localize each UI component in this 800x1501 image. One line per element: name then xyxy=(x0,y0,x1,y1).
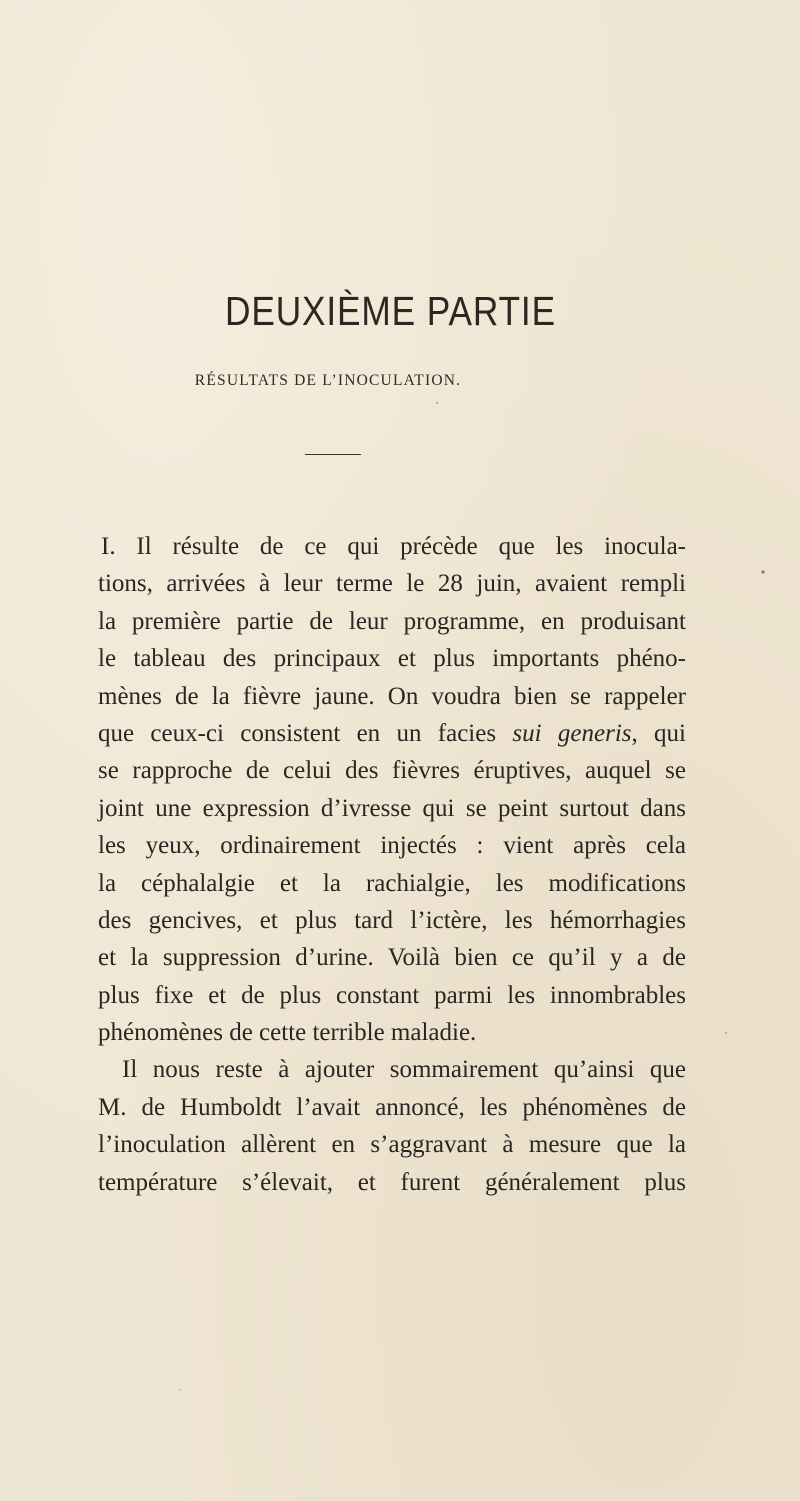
text-line: M. de Humboldt l’avait annoncé, les phénomènes de xyxy=(98,1093,686,1121)
text-line-with-italic xyxy=(98,715,686,752)
text-line: mènes de la fièvre jaune. On voudra bien se rappeler xyxy=(98,682,686,710)
text-line: et la suppression d’urine. Voilà bien ce qu’il y a de xyxy=(98,944,686,972)
text-line: la première partie de leur programme, en produisant xyxy=(98,607,686,635)
part-title: DEUXIÈME PARTIE xyxy=(224,288,556,334)
text-line: température s’élevait, et furent généralement plus xyxy=(98,1168,686,1196)
text-line: phénomènes de cette terrible maladie. xyxy=(98,1019,477,1047)
text-line: Il nous reste à ajouter sommairement qu’ainsi que xyxy=(122,1056,686,1084)
section-subtitle: RÉSULTATS DE L’INOCULATION. xyxy=(194,372,462,389)
text-segment: que ceux-ci consistent en un facies xyxy=(98,719,497,747)
text-line: tions, arrivées à leur terme le 28 juin, avaient rempli xyxy=(98,570,686,598)
text-line: plus fixe et de plus constant parmi les innombrables xyxy=(98,981,686,1009)
body-paragraphs xyxy=(98,528,686,1201)
text-line: se rapproche de celui des fièvres éruptives, auquel se xyxy=(98,757,686,785)
text-line: I. Il résulte de ce qui précède que les inocula- xyxy=(101,533,686,560)
text-line: la céphalalgie et la rachialgie, les modifications xyxy=(98,869,686,897)
text-line: les yeux, ordinairement injectés : vient après cela xyxy=(98,832,686,860)
title-separator-rule xyxy=(305,454,361,455)
text-line: des gencives, et plus tard l’ictère, les hémorrhagies xyxy=(98,906,686,934)
text-segment: , qui xyxy=(631,719,687,747)
italic-phrase: sui generis xyxy=(512,719,632,747)
text-line: l’inoculation allèrent en s’aggravant à mesure que la xyxy=(98,1131,686,1159)
text-line: le tableau des principaux et plus importants phéno- xyxy=(98,645,686,673)
text-line: joint une expression d’ivresse qui se peint surtout dans xyxy=(98,794,686,822)
